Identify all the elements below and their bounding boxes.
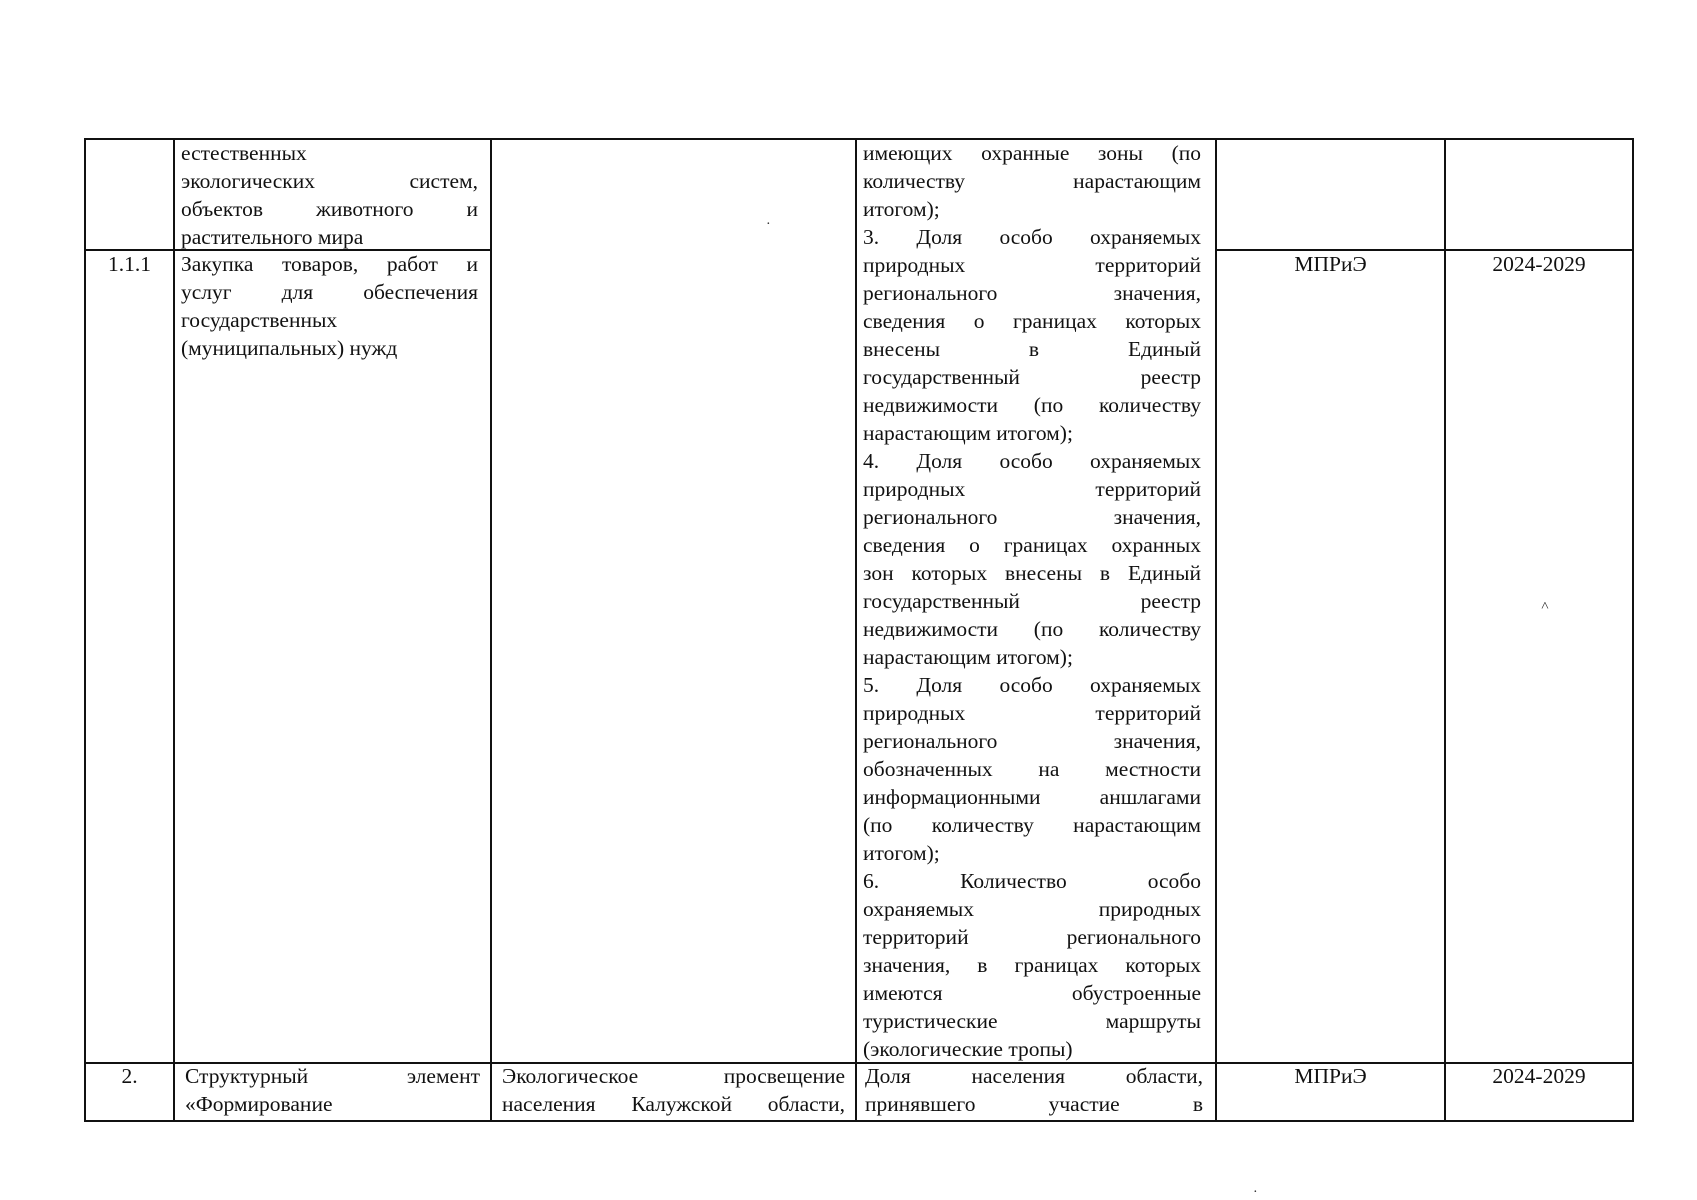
table-bottom-border bbox=[84, 1120, 1634, 1122]
indicator-line: (по количеству нарастающим bbox=[863, 813, 1201, 837]
indicator-line: недвижимости (по количеству bbox=[863, 617, 1201, 641]
indicator-line: значения, в границах которых bbox=[863, 953, 1201, 977]
row-111-name-line: услуг для обеспечения bbox=[181, 280, 478, 304]
indicator-line: зон которых внесены в Единый bbox=[863, 561, 1201, 585]
indicator-line: территорий регионального bbox=[863, 925, 1201, 949]
indicator-line: (экологические тропы) bbox=[863, 1037, 1073, 1061]
row-2-indicator-line: принявшего участие в bbox=[865, 1092, 1203, 1116]
row-111-name-line: Закупка товаров, работ и bbox=[181, 252, 478, 276]
indicator-line: сведения о границах которых bbox=[863, 309, 1201, 333]
cont-name-line: экологических систем, bbox=[181, 169, 478, 193]
row-111-period: 2024-2029 bbox=[1492, 252, 1586, 276]
indicator-line: нарастающим итогом); bbox=[863, 421, 1073, 445]
indicator-line: имеются обустроенные bbox=[863, 981, 1201, 1005]
indicator-line: внесены в Единый bbox=[863, 337, 1201, 361]
indicator-line: сведения о границах охранных bbox=[863, 533, 1201, 557]
indicator-line: имеющих охранные зоны (по bbox=[863, 141, 1201, 165]
indicator-line: нарастающим итогом); bbox=[863, 645, 1073, 669]
indicator-line: регионального значения, bbox=[863, 281, 1201, 305]
indicator-line: природных территорий bbox=[863, 701, 1201, 725]
indicator-cell bbox=[863, 139, 1201, 1063]
row-2-name-line: Структурный элемент bbox=[185, 1064, 480, 1088]
col-border-2 bbox=[490, 138, 492, 1122]
indicator-line: недвижимости (по количеству bbox=[863, 393, 1201, 417]
cont-name-line: естественных bbox=[181, 141, 307, 165]
cont-name-cell bbox=[181, 139, 478, 251]
indicator-line: природных территорий bbox=[863, 253, 1201, 277]
row-111-executor: МПРиЭ bbox=[1294, 252, 1367, 276]
indicator-line: 3. Доля особо охраняемых bbox=[863, 225, 1201, 249]
row-2-number: 2. bbox=[121, 1064, 138, 1088]
indicator-line: регионального значения, bbox=[863, 505, 1201, 529]
indicator-line: 4. Доля особо охраняемых bbox=[863, 449, 1201, 473]
indicator-line: регионального значения, bbox=[863, 729, 1201, 753]
indicator-line: итогом); bbox=[863, 197, 940, 221]
col-border-1 bbox=[173, 138, 175, 1122]
row-2-task-line: Экологическое просвещение bbox=[502, 1064, 845, 1088]
row-2-indicator-cell bbox=[865, 1062, 1203, 1118]
col-border-3 bbox=[855, 138, 857, 1122]
row-111-name-line: государственных bbox=[181, 308, 338, 332]
col-border-0 bbox=[84, 138, 86, 1122]
indicator-line: охраняемых природных bbox=[863, 897, 1201, 921]
row-2-executor: МПРиЭ bbox=[1294, 1064, 1367, 1088]
indicator-line: информационными аншлагами bbox=[863, 785, 1201, 809]
indicator-line: природных территорий bbox=[863, 477, 1201, 501]
col-border-6 bbox=[1632, 138, 1634, 1122]
indicator-line: обозначенных на местности bbox=[863, 757, 1201, 781]
indicator-line: количеству нарастающим bbox=[863, 169, 1201, 193]
scan-speck: · bbox=[766, 217, 771, 232]
row-111-name-line: (муниципальных) нужд bbox=[181, 336, 398, 360]
scan-speck: ˄ bbox=[1541, 599, 1549, 614]
row-111-number: 1.1.1 bbox=[108, 252, 151, 276]
cont-name-line: объектов животного и bbox=[181, 197, 478, 221]
row-111-name-cell bbox=[181, 250, 478, 362]
row-2-name-line: «Формирование bbox=[185, 1092, 333, 1116]
cont-name-line: растительного мира bbox=[181, 225, 364, 249]
row-2-name-cell bbox=[185, 1062, 480, 1118]
row-2-period: 2024-2029 bbox=[1492, 1064, 1586, 1088]
row-2-task-cell bbox=[502, 1062, 845, 1118]
indicator-line: 5. Доля особо охраняемых bbox=[863, 673, 1201, 697]
col-border-5 bbox=[1444, 138, 1446, 1122]
row-2-indicator-line: Доля населения области, bbox=[865, 1064, 1203, 1088]
col-border-4 bbox=[1215, 138, 1217, 1122]
indicator-line: государственный реестр bbox=[863, 365, 1201, 389]
indicator-line: туристические маршруты bbox=[863, 1009, 1201, 1033]
indicator-line: государственный реестр bbox=[863, 589, 1201, 613]
indicator-line: итогом); bbox=[863, 841, 940, 865]
indicator-line: 6. Количество особо bbox=[863, 869, 1201, 893]
row-2-task-line: населения Калужской области, bbox=[502, 1092, 845, 1116]
scan-speck: · bbox=[1253, 1185, 1258, 1200]
